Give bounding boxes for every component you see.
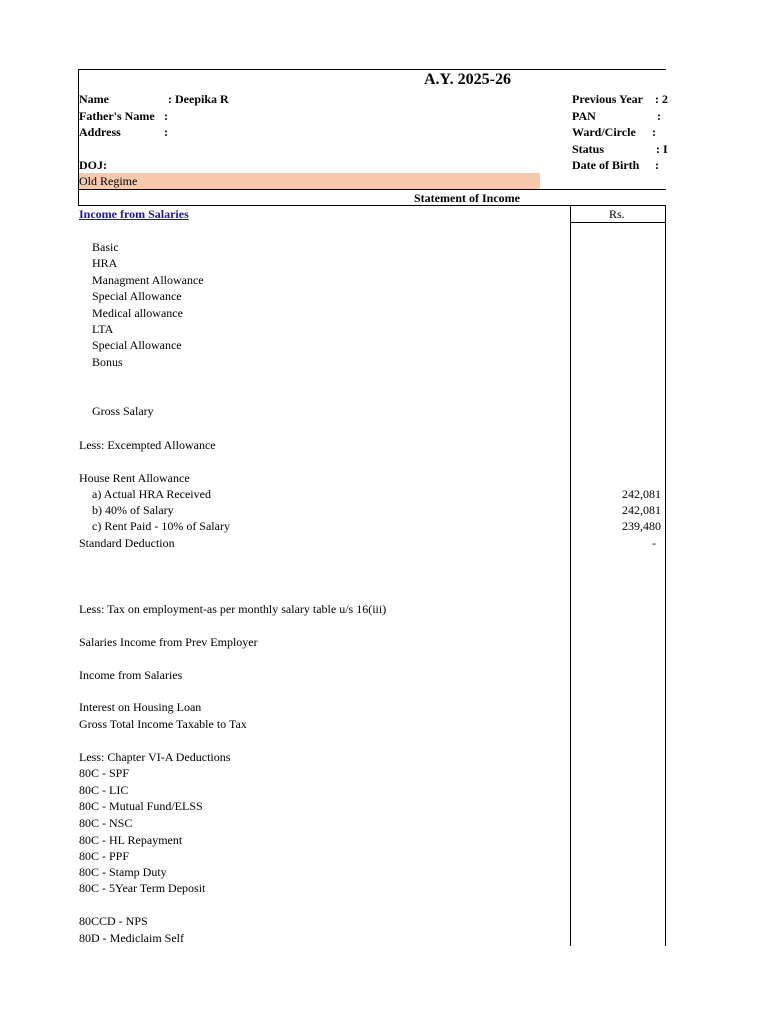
row-value-standard-deduction: -: [652, 536, 656, 550]
address-value: :: [164, 125, 168, 139]
row-value-40-percent-of-salary: 242,081: [622, 503, 661, 517]
row-label-80c-nsc: 80C - NSC: [79, 816, 133, 830]
row-value-rent-paid: 239,480: [622, 519, 661, 533]
previous-year-label: Previous Year: [572, 92, 643, 106]
row-label-less-excempted-allowance: Less: Excempted Allowance: [79, 438, 216, 452]
row-label-basic: Basic: [92, 240, 119, 254]
date-of-birth-value: :: [655, 158, 659, 172]
row-label-income-from-salaries: Income from Salaries: [79, 668, 183, 682]
row-label-salaries-income-prev-employer: Salaries Income from Prev Employer: [79, 635, 258, 649]
row-label-80c-lic: 80C - LIC: [79, 783, 129, 797]
name-value: : Deepika R: [168, 92, 229, 106]
statement-title: Statement of Income: [414, 191, 520, 205]
row-label-house-rent-allowance: House Rent Allowance: [79, 471, 190, 485]
pan-value: :: [657, 109, 661, 123]
row-label-80ccd-nps: 80CCD - NPS: [79, 914, 148, 928]
name-label: Name: [79, 92, 109, 106]
status-value: : I: [656, 142, 668, 156]
row-label-rent-paid: c) Rent Paid - 10% of Salary: [92, 519, 230, 533]
row-label-standard-deduction: Standard Deduction: [79, 536, 175, 550]
row-label-80c-hl-repayment: 80C - HL Repayment: [79, 833, 183, 847]
ward-circle-label: Ward/Circle: [572, 125, 636, 139]
ward-circle-value: :: [652, 125, 656, 139]
row-label-special-allowance: Special Allowance: [92, 289, 182, 303]
statement-top-border: [78, 189, 666, 190]
top-border: [78, 69, 666, 70]
rs-header-bottom-border: [570, 222, 666, 223]
status-label: Status: [572, 142, 605, 156]
regime-highlight: [79, 173, 540, 189]
row-label-gross-salary: Gross Salary: [92, 404, 154, 418]
row-label-actual-hra-received: a) Actual HRA Received: [92, 487, 211, 501]
amount-column-left-border: [570, 205, 571, 946]
row-label-managment-allowance: Managment Allowance: [92, 273, 204, 287]
pan-label: PAN: [572, 109, 596, 123]
previous-year-value: : 2: [655, 92, 668, 106]
rs-column-header: Rs.: [609, 207, 625, 221]
fathers-name-value: :: [164, 109, 168, 123]
doj-label: DOJ:: [79, 158, 107, 172]
row-label-80c-ppf: 80C - PPF: [79, 849, 130, 863]
row-label-bonus: Bonus: [92, 355, 123, 369]
row-value-actual-hra-received: 242,081: [622, 487, 661, 501]
row-label-tax-on-employment: Less: Tax on employment-as per monthly salary table u/s 16(iii): [79, 602, 387, 616]
date-of-birth-label: Date of Birth: [572, 158, 640, 172]
row-label-special-allowance-2: Special Allowance: [92, 338, 182, 352]
row-label-80c-spf: 80C - SPF: [79, 766, 130, 780]
address-label: Address: [79, 125, 121, 139]
fathers-name-label: Father's Name: [79, 109, 155, 123]
row-label-80c-5year-term-deposit: 80C - 5Year Term Deposit: [79, 881, 206, 895]
assessment-year-title: A.Y. 2025-26: [424, 71, 511, 88]
row-label-lta: LTA: [92, 322, 114, 336]
row-label-gross-total-income: Gross Total Income Taxable to Tax: [79, 717, 247, 731]
row-label-chapter-via-deductions: Less: Chapter VI-A Deductions: [79, 750, 231, 764]
row-label-80c-stamp-duty: 80C - Stamp Duty: [79, 865, 167, 879]
row-label-interest-on-housing-loan: Interest on Housing Loan: [79, 700, 202, 714]
row-label-40-percent-of-salary: b) 40% of Salary: [92, 503, 174, 517]
amount-column-right-border: [665, 205, 666, 946]
row-label-80d-mediclaim-self: 80D - Mediclaim Self: [79, 931, 184, 945]
row-label-80c-mutual-fund-elss: 80C - Mutual Fund/ELSS: [79, 799, 203, 813]
row-label-hra: HRA: [92, 256, 118, 270]
section-title-income-from-salaries[interactable]: Income from Salaries: [79, 207, 189, 221]
regime-label: Old Regime: [79, 174, 138, 188]
row-label-medical-allowance: Medical allowance: [92, 306, 183, 320]
